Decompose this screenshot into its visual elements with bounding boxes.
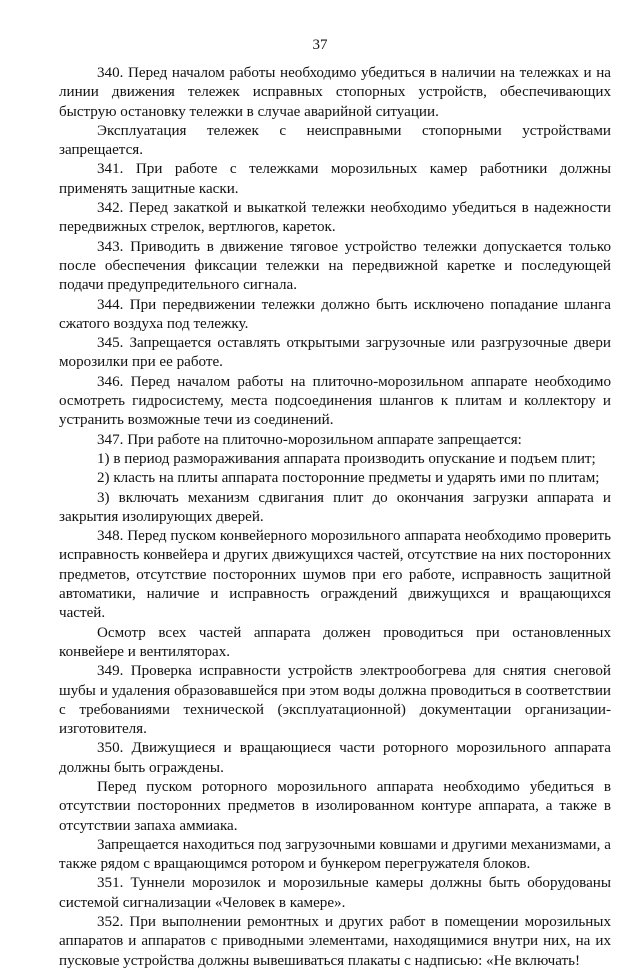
paragraph-348: 348. Перед пуском конвейерного морозильного аппарата необходимо проверить исправность конвейера и других движущихся частей, отсутствие на них посторонних предметов, отсутствие посторонних шумов при его работе, исправность защитной автоматики, наличие и исправность ограждений движущихся и вращающихся частей. [59, 528, 611, 622]
paragraph-349: 349. Проверка исправности устройств электрообогрева для снятия снеговой шубы и удаления образовавшейся при этом воды должна проводиться в соответствии с требованиями технической (эксплуатационной) документации организации-изготовителя. [59, 663, 611, 738]
paragraph-347: 347. При работе на плиточно-морозильном аппарате запрещается: [97, 431, 522, 448]
paragraph-350-check: Перед пуском роторного морозильного аппарата необходимо убедиться в отсутствии посторонних предметов в изолированном контуре аппарата, а также в отсутствии запаха аммиака. [59, 778, 611, 834]
list-item-3: 3) включать механизм сдвигания плит до окончания загрузки аппарата и закрытия изолирующих дверей. [59, 489, 611, 525]
list-item-2: 2) класть на плиты аппарата посторонние предметы и ударять ими по плитам; [97, 470, 600, 487]
paragraph-348-note: Осмотр всех частей аппарата должен проводиться при остановленных конвейере и вентиляторах. [59, 624, 611, 660]
paragraph-344: 344. При передвижении тележки должно быть исключено попадание шланга сжатого воздуха под тележку. [59, 296, 611, 332]
page-content [59, 64, 611, 971]
paragraph-340: 340. Перед началом работы необходимо убедиться в наличии на тележках и на линии движения тележек исправных стопорных устройств, обеспечивающих быструю остановку тележки в случае аварийной ситуации. [59, 65, 611, 120]
paragraph-342: 342. Перед закаткой и выкаткой тележки необходимо убедиться в надежности передвижных стрелок, вертлюгов, кареток. [59, 200, 611, 236]
paragraph-341: 341. При работе с тележками морозильных камер работники должны применять защитные каски. [59, 161, 611, 197]
paragraph-345: 345. Запрещается оставлять открытыми загрузочные или разгрузочные двери морозилки при ее работе. [59, 335, 611, 371]
paragraph-346: 346. Перед началом работы на плиточно-морозильном аппарате необходимо осмотреть гидросистему, места подсоединения шлангов к плитам и коллектору и устранить возможные течи из соединений. [59, 373, 611, 429]
paragraph-350-prohibition: Запрещается находиться под загрузочными ковшами и другими механизмами, а также рядом с вращающимся ротором и бункером перегружателя блоков. [59, 836, 611, 873]
paragraph-351: 351. Туннели морозилок и морозильные камеры должны быть оборудованы системой сигнализации «Человек в камере». [59, 875, 611, 911]
paragraph-352: 352. При выполнении ремонтных и других работ в помещении морозильных аппаратов и аппаратов с приводными элементами, находящимися внутри них, на их пусковые устройства должны вывешиваться плакаты с надписью: «Не включать! [59, 914, 611, 969]
paragraph-343: 343. Приводить в движение тяговое устройство тележки допускается только после обеспечения фиксации тележки на передвижной каретке и последующей подачи предупредительного сигнала. [59, 238, 611, 294]
page-number: 37 [312, 37, 328, 53]
paragraph-340-note: Эксплуатация тележек с неисправными стопорными устройствами запрещается. [59, 122, 611, 159]
paragraph-350: 350. Движущиеся и вращающиеся части роторного морозильного аппарата должны быть ограждены. [59, 740, 611, 776]
list-item-1: 1) в период размораживания аппарата производить опускание и подъем плит; [97, 450, 596, 467]
